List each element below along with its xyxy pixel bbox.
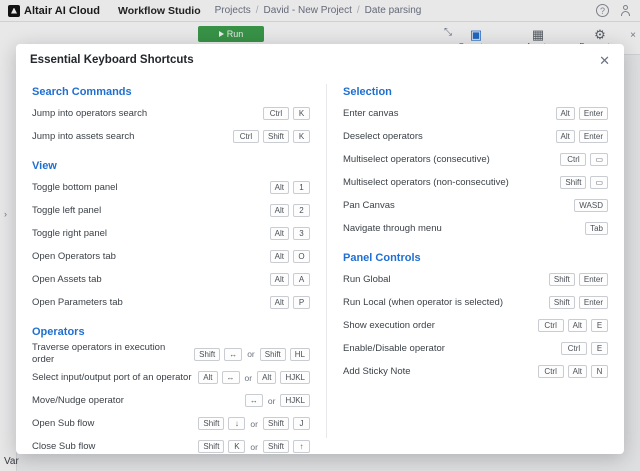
key-cap: ▭ [590,176,608,189]
key-cap: Enter [579,273,608,286]
shortcut-keys [270,204,310,217]
key-cap: Enter [579,130,608,143]
key-cap: 1 [293,181,310,194]
key-cap: Shift [549,273,575,286]
shortcut-label: Show execution order [343,319,435,331]
shortcut-keys [538,365,608,378]
shortcut-row [343,360,608,383]
key-cap: WASD [574,199,608,212]
shortcut-label: Run Local (when operator is selected) [343,296,504,308]
shortcut-keys [245,394,310,407]
shortcut-keys [585,222,608,235]
shortcut-keys [263,107,310,120]
key-cap: Shift [260,348,286,361]
key-cap: Alt [270,250,289,263]
key-cap: ▭ [590,153,608,166]
dialog-title: Essential Keyboard Shortcuts [30,54,194,66]
shortcut-keys [198,417,310,430]
key-cap: E [591,319,608,332]
key-cap: Alt [568,319,587,332]
shortcut-label: Add Sticky Note [343,365,411,377]
key-cap: K [228,440,245,453]
breadcrumb-item-project[interactable]: David - New Project [263,5,352,16]
shortcut-label: Multiselect operators (non-consecutive) [343,176,509,188]
shortcut-keys [270,273,310,286]
shortcut-keys [194,348,310,361]
key-cap: Alt [568,365,587,378]
key-cap: Shift [263,417,289,430]
key-cap: Ctrl [560,153,586,166]
dialog-body [16,76,624,452]
shortcut-row [32,389,310,412]
puzzle-icon: ▣ [469,27,483,42]
shortcut-row [343,125,608,148]
key-separator-or: or [247,349,255,359]
shortcut-label: Navigate through menu [343,222,442,234]
key-cap: Alt [270,181,289,194]
shortcut-label: Run Global [343,273,391,285]
breadcrumb-separator: / [356,5,360,16]
shortcut-label: Enter canvas [343,107,399,119]
key-cap: ↔ [224,348,242,361]
breadcrumb-item-current: Date parsing [364,5,422,16]
key-cap: K [293,130,310,143]
key-cap: Shift [560,176,586,189]
key-cap: P [293,296,310,309]
shortcut-keys [538,319,608,332]
key-separator-or: or [244,372,253,383]
shortcut-label: Multiselect operators (consecutive) [343,153,490,165]
key-separator-or: or [267,395,276,406]
key-cap: ↓ [228,417,245,430]
key-cap: Ctrl [233,130,259,143]
shortcut-row [343,337,608,360]
key-cap: A [293,273,310,286]
shortcut-keys [198,371,310,384]
shortcut-row [343,194,608,217]
expand-canvas-icon[interactable]: ⤡ [444,27,452,38]
key-cap: Shift [198,417,224,430]
shortcut-row [32,245,310,268]
key-cap: Alt [257,371,276,384]
shortcut-row [32,291,310,314]
key-cap: HJKL [280,394,310,407]
key-cap: Alt [270,296,289,309]
shortcut-label: Close Sub flow [32,440,96,452]
shortcut-row [32,435,310,454]
shortcut-label: Traverse operators in execution order [32,342,166,365]
shortcut-keys [198,440,310,453]
shortcut-keys [561,342,608,355]
shortcut-keys [270,181,310,194]
shortcut-keys [270,227,310,240]
key-cap: ↔ [222,371,240,384]
key-cap: Tab [585,222,608,235]
shortcut-label: Select input/output port of an operator [32,371,192,383]
section-title-search-commands: Search Commands [32,86,132,98]
shortcut-keys [233,130,310,143]
shortcut-keys [574,199,608,212]
key-cap: HJKL [280,371,310,384]
key-cap: Ctrl [561,342,587,355]
shortcut-label: Toggle left panel [32,204,102,216]
key-cap: Shift [198,440,224,453]
key-cap: Alt [270,273,289,286]
shortcut-keys [270,250,310,263]
breadcrumb-separator: / [255,5,259,16]
key-cap: E [591,342,608,355]
key-cap: HL [290,348,310,361]
key-cap: J [293,417,310,430]
key-cap: Shift [263,440,289,453]
key-cap: Alt [270,204,289,217]
key-cap: Enter [579,107,608,120]
key-cap: Shift [263,130,289,143]
shortcut-row [32,222,310,245]
close-icon[interactable]: ✕ [599,52,610,68]
key-cap: Alt [556,130,575,143]
key-cap: Ctrl [538,365,564,378]
section-title-selection: Selection [343,86,392,98]
key-cap: 2 [293,204,310,217]
key-cap: 3 [293,227,310,240]
key-cap: Enter [579,296,608,309]
key-cap: Ctrl [263,107,289,120]
shortcut-keys [549,296,608,309]
key-cap: K [293,107,310,120]
shortcut-label: Toggle right panel [32,227,107,239]
shortcut-label: Deselect operators [343,130,423,142]
question-icon[interactable]: ? [596,4,609,17]
key-cap: Alt [556,107,575,120]
shortcut-row [343,291,608,314]
shortcut-row [32,342,310,366]
shortcut-label: Open Parameters tab [32,296,123,308]
shortcut-label: Pan Canvas [343,199,395,211]
workspace-title: Workflow Studio [117,4,201,17]
shortcut-row [343,171,608,194]
key-separator-or: or [250,418,258,429]
shortcut-label: Toggle bottom panel [32,181,118,193]
key-cap: O [293,250,310,263]
dialog-header [16,44,624,76]
shortcuts-column-right [327,78,624,452]
shortcut-keys [556,130,608,143]
shortcut-row [32,412,310,435]
keyboard-shortcuts-dialog [16,44,624,454]
shortcut-label: Open Operators tab [32,250,116,262]
key-cap: N [591,365,608,378]
key-cap: ↑ [293,440,310,453]
gear-icon: ⚙ [594,27,606,42]
shortcut-label: Jump into operators search [32,107,148,119]
section-title-panel-controls: Panel Controls [343,252,421,264]
key-cap: Shift [549,296,575,309]
close-panel-icon[interactable]: × [630,30,636,41]
shortcut-row [32,125,310,148]
shortcut-keys [556,107,608,120]
shortcut-label: Move/Nudge operator [32,394,124,406]
shortcut-keys [549,273,608,286]
shortcut-label: Jump into assets search [32,130,135,142]
shortcut-row [32,176,310,199]
bottom-panel-label: Var [4,456,19,467]
key-separator-or: or [250,441,258,452]
key-cap: Shift [194,348,220,361]
breadcrumb-item-projects[interactable]: Projects [214,5,251,16]
shortcut-label: Open Assets tab [32,273,102,285]
expand-left-panel-icon[interactable]: › [4,209,7,219]
brand-label: Altair AI Cloud [24,4,100,17]
shortcut-keys [560,176,608,189]
shortcut-row [32,268,310,291]
grid-icon: ▦ [531,27,545,42]
shortcut-label: Open Sub flow [32,417,95,429]
key-cap: Ctrl [538,319,564,332]
shortcut-row [32,199,310,222]
shortcut-keys [270,296,310,309]
shortcut-row [32,366,310,389]
shortcut-row [32,102,310,125]
key-cap: Alt [270,227,289,240]
section-title-view: View [32,160,57,172]
shortcut-row [343,314,608,337]
shortcut-keys [560,153,608,166]
shortcut-row [343,102,608,125]
shortcut-row [343,148,608,171]
section-title-operators: Operators [32,326,85,338]
shortcuts-column-left [16,78,326,452]
shortcut-label: Enable/Disable operator [343,342,445,354]
shortcut-row [343,217,608,240]
run-button-label: Run [226,29,244,39]
key-cap: Alt [198,371,217,384]
shortcut-row [343,268,608,291]
key-cap: ↔ [245,394,263,407]
